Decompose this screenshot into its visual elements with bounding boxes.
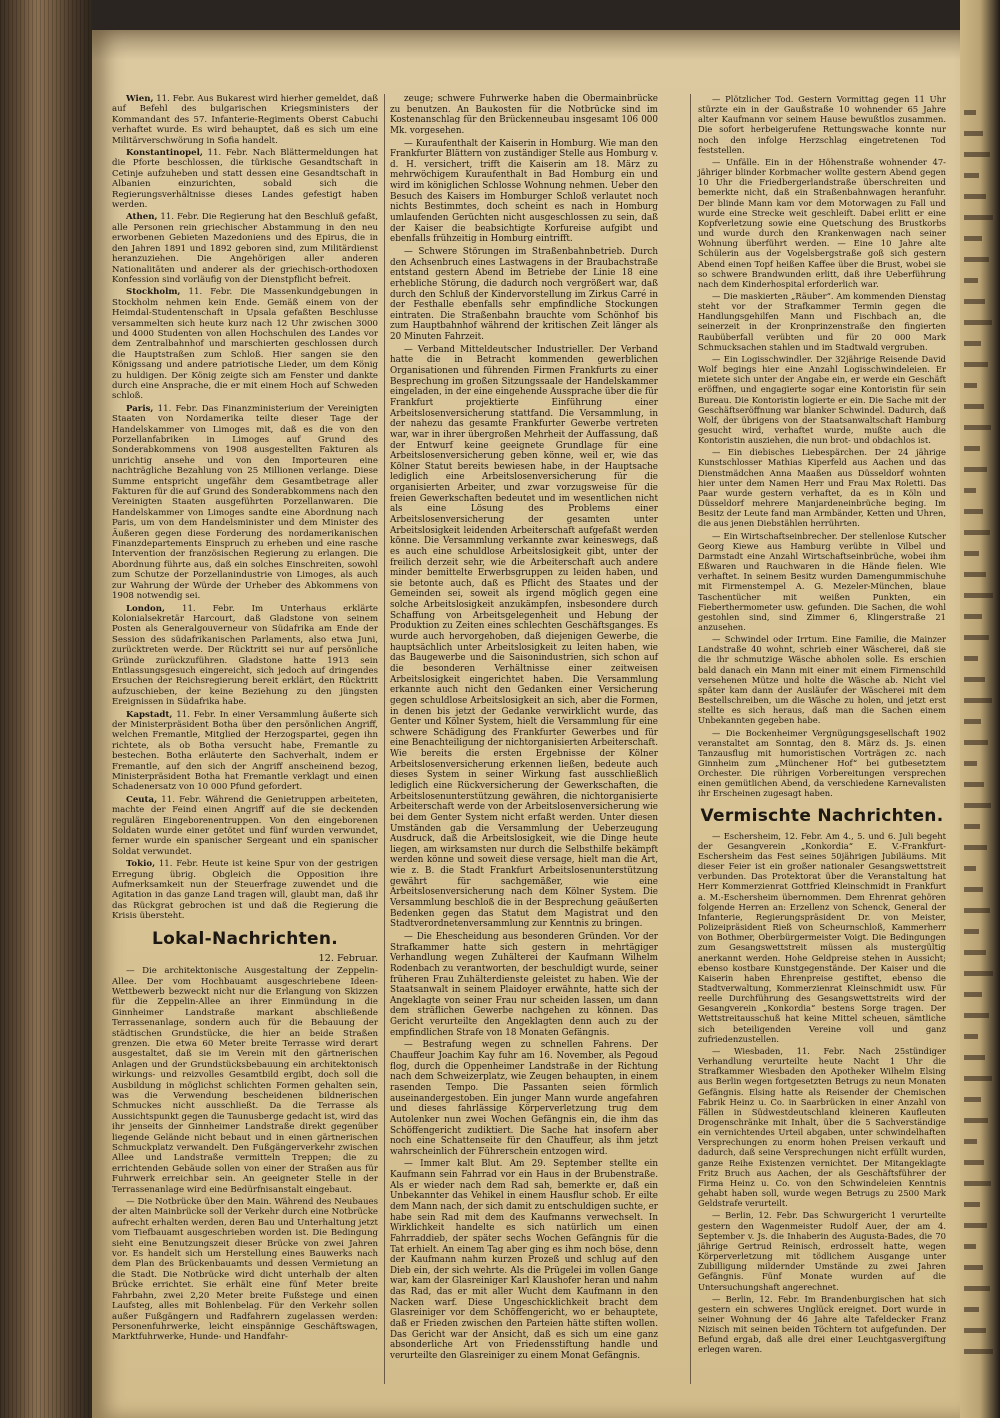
column-1 (112, 94, 378, 1345)
news-item (112, 604, 378, 708)
article-text: 11. Febr. Die Regierung hat den Beschluß gefaßt, alle Personen rein griechischer Abstammung in den neu erworbenen Gebieten Mazedoniens und des Epirus, die in den Jahren 1891 und 1892 geboren sind, zum Militärdienst heranzuziehen. Die Angehörigen aller anderen Nationalitäten und anderer als der griechisch-orthodoxen Konfession sind vorläufig von der Dienstpflicht befreit. (112, 212, 378, 285)
dateline-place: Tokio, (126, 859, 156, 870)
lokal-nachrichten-heading: Lokal-Nachrichten. (151, 928, 339, 949)
vermischte-item: — Eschersheim, 12. Febr. Am 4., 5. und 6. Juli begeht der Gesangverein „Konkordia“ E. V.-Frankfurt-Eschersheim das Fest seines 50jährigen Jubiläums. Mit dieser Feier ist ein großer nationaler Gesangswettstreit verbunden. Das Protektorat über die Veranstaltung hat Herr Kommerzienrat Gottfried Kleinschmidt in Frankfurt a. M.-Eschersheim übernommen. Dem Ehrenrat gehören folgende Herren an: Erzellenz von Schenck, General der Infanterie, Regierungspräsident Dr. von Meister, Polizeipräsident Rieß von Scheurnschloß, Kammerherr von Bothmer, Oberbürgermeister Voigt. Die Bedingungen zum Gesangswettstreit müssen als mustergültig anerkannt werden. Hohe Geldpreise stehen in Aussicht; ebenso kostbare Kunstgegenstände. Der Kaiser und die Kaiserin haben Ehrenpreise gestiftet, ebenso die Stadtverwaltung, Kommerzienrat Kleinschmidt usw. Für reelle Durchführung des Gesangswettstreits wird der Gesangverein „Konkordia“ bestens Sorge tragen. Der Wettstreitausschuß hat keine Mittel scheuen, sämtliche sich beteiligenden Vereine voll und ganz zufriedenzustellen. (698, 830, 946, 1044)
column-2 (390, 94, 658, 1364)
dateline-place: Wien, (126, 94, 154, 104)
column-rule (690, 94, 691, 1384)
vermischte-item: — Wiesbaden, 11. Febr. Nach 25stündiger Verhandlung verurteilte heute Nacht 1 Uhr die Strafkammer Wiesbaden den Apotheker Wilhelm Elsing aus Berlin wegen fortgesetzten Betrugs zu neun Monaten Gefängnis. Elsing hatte als Reisender der Chemischen Fabrik Heinz u. Co. in Saarbrücken in einer Anzahl von Fällen in Südwestdeutschland kleineren Kaufleuten Drogenschränke mit Inhalt, über die 5 Sachverständige ein vernichtendes Urteil abgaben, unter schwindelhaften Versprechungen zu enorm hohen Preisen verkauft und dadurch, daß seine Versprechungen nicht erfüllt wurden, ganze Reihe Existenzen vernichtet. Der Mitangeklagte Fritz Bruch aus Aachen, der als Geschäftsführer der Firma Heinz u. Co. von den Schwindeleien Kenntnis gehabt haben soll, wurde wegen Betrugs zu 2500 Mark Geldstrafe verurteilt. (698, 1045, 946, 1209)
vermischte-item: — Berlin, 12. Febr. Im Brandenburgischen hat sich gestern ein schweres Unglück ereignet. Dort wurde in seiner Wohnung der 46 Jahre alte Tafeldecker Franz Nizisch mit seinen beiden Töchtern tot aufgefunden. Der Befund ergab, daß alle drei einer Leuchtgasvergiftung erlegen waren. (698, 1293, 946, 1355)
lokal-item: — Immer kalt Blut. Am 29. September stellte ein Kaufmann sein Fahrrad vor ein Haus in der Brubenstraße. Als er wieder nach dem Rad sah, bemerkte er, daß ein Unbekannter das Vehikel in einem Hausflur schob. Er eilte dem Mann nach, der sich damit zu entschuldigen suchte, er habe sein Rad mit dem des Kaufmanns verwechselt. In Wirklichkeit handelte es sich natürlich um einen Fahrraddieb, der später sechs Wochen Gefängnis für die Tat erhielt. An einem Tag aber ging es ihm noch böse, denn der Kaufmann nahm kurzen Prozeß und schlug auf den Dieb ein, der sich wehrte. Als die Prügelei im vollen Gange war, kam der Glasreiniger Karl Klaushofer heran und nahm das Rad, das er mit aller Wucht dem Kaufmann in den Nacken warf. Diese Ungeschicklichkeit bracht dem Glasreiniger vor dem Schöffengericht, wo er behauptete, daß er Frieden zwischen den Parteien hätte stiften wollen. Das Gericht war der Ansicht, daß es sich um eine ganz absonderliche Art von Friedensstiftung handle und verurteilte den Glasreiniger zu einem Monat Gefängnis. (390, 1159, 658, 1361)
lokal-nachrichten-date: 12. Februar. (318, 952, 378, 964)
article-text: 11. Febr. Im Unterhaus erklärte Kolonialsekretär Harcourt, daß Gladstone von seinem Posten als Generalgouverneur von Südafrika am Ende der Session des südafrikanischen Parlaments, also etwa Juni, zurücktreten werde. Der Rücktritt sei nur auf persönliche Gründe zurückzuführen. Gladstone hatte 1913 sein Entlassungsgesuch eingereicht, sich jedoch auf dringendes Ersuchen der Reichsregierung bereit erklärt, den Rücktritt aufzuschieben, der keine Beziehung zu den jüngsten Ereignissen in Südafrika habe. (112, 603, 379, 708)
news-item (112, 859, 378, 921)
book-spine-edge (0, 0, 92, 1418)
lokal-item: — Verband Mitteldeutscher Industrieller. Der Verband hatte die in Betracht kommenden gewerblichen Organisationen und führenden Firmen Frankfurts zu einer Besprechung im großen Sitzungssaale der Handelskammer eingeladen, in der eine eingehende Aussprache über die für Frankfurt projektierte Einführung einer Arbeitslosenversicherung stattfand. Die Versammlung, in der nahezu das gesamte Frankfurter Gewerbe vertreten war, war in ihrer übergroßen Mehrheit der Auffassung, daß der Entwurf keine geeignete Grundlage für eine Arbeitslosenversicherung geben könne, weil er, wie das Kölner Statut bereits bewiesen habe, in der Hauptsache lediglich eine Arbeitslosenversicherung für die organisierten Arbeiter, und zwar vorzugsweise für die freien Gewerkschaften bedeutet und im wesentlichen nicht als eine Lösung des Problems einer Arbeitslosenversicherung der gesamten unter Arbeitslosigkeit leidenden Arbeiterschaft aufgefaßt werden könne. Die Versammlung verkannte zwar keineswegs, daß es auch eine schuldlose Arbeitslosigkeit gibt, unter der freilich derzeit sehr, wie die Arbeiterschaft auch andere minder bemittelte Erwerbsgruppen zu leiden haben, und sie betonte auch, daß es Pflicht des Staates und der Gemeinden sei, soweit als irgend möglich gegen eine solche Arbeitslosigkeit anzukämpfen, insbesondere durch Schaffung von Arbeitsgelegenheit und Hebung der Produktion zu Zeiten eines schlechten Geschäftsganges. Es wurde auch hervorgehoben, daß diejenigen Gewerbe, die hauptsächlich unter Arbeitslosigkeit zu leiten haben, wie das Baugewerbe und die Saisonindustrien, sich schon auf die besonderen Verhältnisse einer zeitweisen Arbeitslosigkeit eingerichtet haben. Die Versammlung erkannte auch nicht den Gedanken einer Versicherung gegen schuldlose Arbeitslosigkeit an sich, aber die Formen, in denen bis jetzt der Gedanke verwirklicht wurde, das Genter und Kölner System, hielt die Versammlung für eine schwere Schädigung des Frankfurter Gewerbes und für eine Benachteiligung der nichtorganisierten Arbeiterschaft. Wie bereits die ersten Ergebnisse der Kölner Arbeitslosenversicherung erkennen ließen, bedeute auch dieses System in seiner Wirkung fast ausschließlich lediglich eine Rückversicherung der Gewerkschaften, die Arbeitslosenunterstützung gewähren, die nichtorganisierte Arbeiterschaft werde von der Arbeitslosenversicherung wie bei dem Genter System nicht erfaßt werden. Unter diesen Umständen gab die Versammlung der Ueberzeugung Ausdruck, daß die Arbeitslosigkeit, wie die Dinge heute liegen, am wirksamsten nur durch die Selbsthilfe bekämpft werden könne und soweit diese versage, hielt man die Art, wie z. B. die Stadt Frankfurt Arbeitslosenunterstützung gewährt für sachgemäßer, wie eine Arbeitslosenversicherung nach dem Kölner System. Die Versammlung beschloß die in der Besprechung geäußerten Bedenken gegen das Statut dem Magistrat und den Stadtverordnetenversammlung zur Kenntnis zu bringen. (390, 344, 658, 930)
news-item (112, 94, 378, 146)
news-item (112, 287, 378, 401)
lokal-item: zeuge; schwere Fuhrwerke haben die Obermainbrücke zu benutzen. An Baukosten für die Notbrücke sind im Kostenanschlag für den Brückenneubau insgesamt 106 000 Mk. vorgesehen. (390, 94, 658, 136)
lokal-item: — Kuraufenthalt der Kaiserin in Homburg. Wie man den Frankfurter Blättern von zuständiger Stelle aus Homburg v. d. H. versichert, trifft die Kaiserin am 18. März zu mehrwöchigem Kuraufenthalt in Bad Homburg ein und wird im königlichen Schlosse Wohnung nehmen. Ueber den Besuch des Kaisers im Homburger Schloß verlautet noch nichts Bestimmtes, doch scheint es nach in Homburg umlaufenden Gerüchten nicht ausgeschlossen zu sein, daß der Kaiser die beabsichtigte Korfureise aufgibt und ebenfalls frühzeitig in Homburg eintrifft. (390, 138, 658, 245)
lokal-item: — Die Bockenheimer Vergnügungsgesellschaft 1902 veranstaltet am Sonntag, den 8. März ds. Js. einen Tanzausflug mit humoristischen Vorträgen zc. nach Ginnheim zum „Münchener Hof“ bei gutbesetztem Orchester. Die rührigen Vorbereitungen versprechen einen gemütlichen Abend, da verschiedene Karnevalisten ihr Erscheinen zugesagt haben. (698, 727, 946, 799)
article-text: 11. Febr. Heute ist keine Spur von der gestrigen Erregung übrig. Obgleich die Opposition ihre Aufmerksamkeit nun der Steuerfrage zuwendet und die Agitation in das ganze Land tragen will, glaubt man, daß ihr das Rückgrat gebrochen ist und daß die Regierung die Krisis übersteht. (112, 859, 378, 922)
dateline-place: London, (126, 603, 166, 614)
article-text: 11. Febr. Aus Bukarest wird hierher gemeldet, daß auf Befehl des bulgarischen Kriegsministers der Kommandant des 57. Infanterie-Regiments Oberst Cabuchi verhaftet wurde. Es wird behauptet, daß es sich um eine Militärverschwörung in Sofia handelt. (112, 94, 378, 146)
vermischte-item: — Berlin, 12. Febr. Das Schwurgericht 1 verurteilte gestern den Wagenmeister Rudolf Auer, der am 4. September v. Js. die Inhaberin des Augusta-Bades, die 70 jährige Gertrud Reinisch, erdrosselt hatte, wegen Körperverletzung mit tödlichem Ausgange unter Zubilligung mildernder Umstände zu zwei Jahren Gefängnis. Fünf Monate wurden auf die Untersuchungshaft angerechnet. (698, 1210, 946, 1292)
vermischte-nachrichten-heading: Vermischte Nachrichten. (700, 805, 944, 826)
lokal-item: — Die maskierten „Räuber“. Am kommenden Dienstag steht vor der Strafkammer Termin gegen die Handlungsgehilfen Mann und Fischbach an, die seinerzeit in der Kronprinzenstraße den fingierten Raubüberfall verübten und für 20 000 Mark Schmucksachen stahlen und im Stadtwald vergruben. (698, 290, 946, 352)
lokal-item: — Schwere Störungen im Straßenbahnbetrieb. Durch den Achsenbruch eines Lastwagens in der Braubachstraße entstand gestern Abend im Betriebe der Linie 18 eine erhebliche Störung, die dadurch noch vergrößert war, daß durch den Schluß der Kindervorstellung im Zirkus Carré in der Festhalle ebenfalls sehr empfindliche Stockungen eintraten. Die Straßenbahn brauchte vom Schönhof bis zum Hauptbahnhof während der kritischen Zeit länger als 20 Minuten Fahrzeit. (390, 246, 658, 343)
news-item (112, 710, 378, 793)
article-text: 11. Febr. In einer Versammlung äußerte sich der Ministerpräsident Botha über den persönlichen Angriff, welchen Fremantle, Mitglied der Herzogspartei, gegen ihn richtete, als ob Botha versucht habe, Fremantle zu bestechen. Botha erläuterte den Sachverhalt, indem er Fremantle, auf den sich der Angriff anscheinend bezog, Ministerpräsident Botha hat Fremantle verklagt und einen Schadenersatz von 10 000 Pfund gefordert. (112, 709, 378, 793)
dateline-place: Ceuta, (126, 794, 158, 805)
news-item (112, 212, 378, 285)
lokal-item: — Die Notbrücke über den Main. Während des Neubaues der alten Mainbrücke soll der Verkehr durch eine Notbrücke aufrecht erhalten werden, deren Bau und Unterhaltung jetzt vom Tiefbauamt ausgeschrieben worden ist. Die Bedingung sieht eine Benutzungszeit dieser Brücke von zwei Jahren vor. Es handelt sich um Herstellung eines Bauwerks nach dem Plan des Brückenbauamts und dessen Vermietung an die Stadt. Die Notbrücke wird dicht unterhalb der alten Brücke errichtet. Sie erhält eine fünf Meter breite Fahrbahn, zwei 2,20 Meter breite Fußstege und einen Laufsteg, alles mit Bohlenbelag. Für den Verkehr sollen außer Fußgängern und Radfahrern zugelassen werden: Personenfuhrwerke, leicht einspännige Geschäftswagen, Marktfuhrwerke, Hunde- und Handfahr- (112, 1197, 378, 1343)
article-text: 11. Febr. Das Finanzministerium der Vereinigten Staaten von Nordamerika teilte dieser Tage der Handelskammer von Limoges mit, daß es die von den Porzellanfabriken in Limoges auf Grund des Sonderabkommens von 1908 ausgestellten Fakturen als unrichtig ansehe und von den Importeuren eine nachträgliche Bezahlung von 25 Millionen verlange. Diese Summe entspricht ungefähr dem Gesamtbetrage aller Fakturen für die auf Grund des Sonderabkommens nach den Vereinigten Staaten ausgeführten Porzellanwaren. Die Handelskammer von Limoges sandte eine Abordnung nach Paris, um von dem Handelsminister und dem Minister des Äußeren gegen diese Forderung des nordamerikanischen Finanzdepartements Einspruch zu erheben und eine rasche Intervention der französischen Regierung zu erlangen. Die Abordnung führte aus, daß ein solches Einschreiten, sowohl zum Schutze der Porzellanindustrie von Limoges, als auch zur Wahrung der Würde der Urheber des Abkommens von 1908 notwendig sei. (112, 403, 378, 602)
news-item (112, 404, 378, 602)
newspaper-page (92, 30, 960, 1418)
lokal-item: — Ein Wirtschaftseinbrecher. Der stellenlose Kutscher Georg Kiewe aus Hamburg verübte in Vilbel und Darmstadt eine Anzahl Wirtschaftseinbrüche, wobei ihm Eßwaren und Rauchwaren in die Hände fielen. Wie verhaftet. In seinem Besitz wurden Damengummischuhe mit Firmenstempel A. G. Mezeler-München, blaue Taschentücher mit weißen Punkten, ein Fieberthermometer usw. gefunden. Die Sachen, die wohl gestohlen sind, sind Zimmer 6, Klingerstraße 21 anzusehen. (698, 530, 946, 632)
dateline-place: Kapstadt, (126, 709, 173, 720)
news-item (112, 148, 378, 210)
dateline-place: Konstantinopel, (126, 148, 203, 159)
lokal-item: — Schwindel oder Irrtum. Eine Familie, die Mainzer Landstraße 40 wohnt, schrieb einer Wäscherei, daß sie die ihr schmutzige Wäsche abholen solle. Es erschien bald danach ein Mann mit einer mit einem Firmenschild versehenen Mütze und holte die Wäsche ab. Nicht viel später kam dann der Ausläufer der Wäscherei mit dem Bestellschreiben, um die Wäsche zu holen, und jetzt erst stellte es sich heraus, daß man die Sachen einem Unbekannten gegeben habe. (698, 634, 946, 726)
lokal-item: — Plötzlicher Tod. Gestern Vormittag gegen 11 Uhr stürzte ein in der Gaußstraße 10 wohnender 65 Jahre alter Kaufmann vor seinem Hause bewußtlos zusammen. Die sofort herbeigerufene Rettungswache konnte nur noch den infolge Herzschlag eingetretenen Tod feststellen. (698, 94, 946, 155)
lokal-item: — Ein diebisches Liebespärchen. Der 24 jährige Kunstschlosser Mathias Kiperfeld aus Aachen und das Dienstmädchen Anna Maaßen aus Düsseldorf wohnten hier unter dem Namen Herr und Frau Max Roletti. Das Paar wurde gestern verhaftet, da es in Köln und Düsseldorf mehrere Manjardeneinbrüche beging. Im Besitz der Leute fand man Armbänder, Ketten und Uhren, die aus jenen Diebstählen herrührten. (698, 447, 946, 529)
lokal-item: — Ein Logisschwindler. Der 32jährige Reisende David Wolf begings hier eine Anzahl Logisschwindeleien. Er mietete sich unter der Angabe ein, er werde ein Geschäft eröffnen, und engagierte sogar eine Kontoristin für sein Bureau. Die Kontoristin logierte er ein. Die Sache mit der Geschäftseröffnung war blanker Schwindel. Dadurch, daß Wolf, der übrigens von der Staatsanwaltschaft Hamburg gesucht wird, verhaftet wurde, mußte auch die Kontoristin ausziehen, die nun brot- und obdachlos ist. (698, 353, 946, 446)
dateline-place: Athen, (126, 212, 158, 223)
lokal-item: — Unfälle. Ein in der Höhenstraße wohnender 47-jähriger blinder Korbmacher wollte gestern Abend gegen 10 Uhr die Friedbergerlandstraße überschreiten und bemerkte nicht, daß ein Straßenbahnwagen heranfuhr. Der blinde Mann kam vor dem Motorwagen zu Fall und wurde eine Strecke weit geschleift. Dabei erlitt er eine Kopfverletzung sowie eine Quetschung des Brustkorbs und wurde durch den Krankenwagen nach seiner Wohnung überführt werden. — Eine 10 Jahre alte Schülerin aus der Vogelsbergstraße goß sich gestern Abend einen Topf heißen Kaffee über die Brust, wobei sie so schwere Brandwunden erlitt, daß ihre Ueberführung nach dem Kinderhospital erforderlich war. (698, 156, 946, 289)
news-item (112, 795, 378, 857)
article-text: 11. Febr. Während die Genietruppen arbeiteten, machte der Feind einen Angriff auf die sie deckenden regulären Eingeborenentruppen. Von den eingeborenen Soldaten wurde einer getötet und fünf wurden verwundet, ferner wurde ein spanischer Sergeant und ein spanischer Soldat verwundet. (112, 794, 378, 857)
lokal-item: — Die Ehescheidung aus besonderen Gründen. Vor der Strafkammer hatte sich gestern in mehrtägiger Verhandlung wegen Zuhälterei der Kaufmann Wilhelm Rodenbach zu verantworten, der beschuldigt wurde, seiner früheren Frau Zuhälterdienste geleistet zu haben. Wie der Staatsanwalt in seinem Plaidoyer erwähnte, hatte sich der Angeklagte von seiner Frau nur scheiden lassen, um dann dem sträflichen Gewerbe nachgehen zu können. Das Gericht verurteilte den Angeklagten denn auch zu der empfindlichen Strafe von 18 Monaten Gefängnis. (390, 931, 658, 1038)
lokal-item: — Bestrafung wegen zu schnellen Fahrens. Der Chauffeur Joachim Kay fuhr am 16. November, als Pegoud flog, durch die Oppenheimer Landstraße in der Richtung nach dem Schweizerplatz, wie Zeugen behaupten, in einem rasenden Tempo. Die Passanten seien förmlich auseinandergestoben. Ein junger Mann wurde angefahren und dieses fahrlässige Körperverletzung trug dem Autolenker nun zwei Wochen Gefängnis ein, die ihm das Schöffengericht zudiktiert. Die Sache hat insofern aber noch eine Schattenseite für den Chauffeur, als ihm jetzt wahrscheinlich der Führerschein entzogen wird. (390, 1040, 658, 1157)
column-3 (698, 94, 946, 1357)
article-text: 11. Febr. Nach Blättermeldungen hat die Pforte beschlossen, die türkische Gesandtschaft in Cetinje aufzuheben und statt dessen eine Gesandtschaft in Albanien einzurichten, sobald sich die Regierungsverhältnisse dieses Landes gefestigt haben werden. (112, 148, 379, 211)
dateline-place: Paris, (126, 403, 154, 414)
next-page-edge (960, 0, 1000, 1418)
article-text: 11. Febr. Die Massenkundgebungen in Stockholm nehmen kein Ende. Gemäß einem von der Heimdal-Studentenschaft in Upsala gefaßten Beschlusse versammelten sich heute kurz nach 12 Uhr zwischen 3000 und 4000 Studenten von allen Hochschulen des Landes vor dem Zentralbahnhof und marschierten geschlossen durch die Hauptstraßen zum Schloß. Hier sangen sie den Königssang und andere patriotische Lieder, um dem König zu huldigen. Der König zeigte sich am Fenster und dankte durch eine Ansprache, die er mit einem Hoch auf Schweden schloß. (112, 287, 379, 402)
dateline-place: Stockholm, (126, 287, 181, 298)
column-rule (384, 94, 385, 1384)
lokal-item: — Die architektonische Ausgestaltung der Zeppelin-Allee. Der vom Hochbauamt ausgeschriebene Ideen-Wettbewerb bezweckt nicht nur die Erlangung von Skizzen für die Zeppelin-Allee an ihrer Einmündung in die Ginnheimer Landstraße markant abschließende Terrassenanlage, sondern auch für die Bebauung der städtischen Grundstücke, die hier an beide Straßen grenzen. Die etwa 60 Meter breite Terrasse wird derart ausgestaltet, daß sie im Verein mit den gärtnerischen Anlagen und der Grundstücksbebauung ein architektonisch wirkungs- und reizvolles Gesamtbild ergibt, doch soll die Ausbildung in möglichst schlichten Formen gehalten sein, was die Verwendung bescheidenen bildnerischen Schmuckes nicht ausschließt. Da die Terrasse als Aussichtspunkt gegen die Taunusberge gedacht ist, wird das ihr jenseits der Ginnheimer Landstraße direkt gegenüber liegende Gelände nicht bebaut und in einen gärtnerischen Schmuckplatz verwandelt. Den Fußgängerverkehr zwischen Allee und Landstraße vermitteln Treppen; die zu errichtenden Gebäude sollen von einer der Straßen aus für Fuhrwerk erreichbar sein. An geeigneter Stelle in der Terrassenanlage wird eine Bedürfnisanstalt eingebaut. (112, 966, 378, 1195)
